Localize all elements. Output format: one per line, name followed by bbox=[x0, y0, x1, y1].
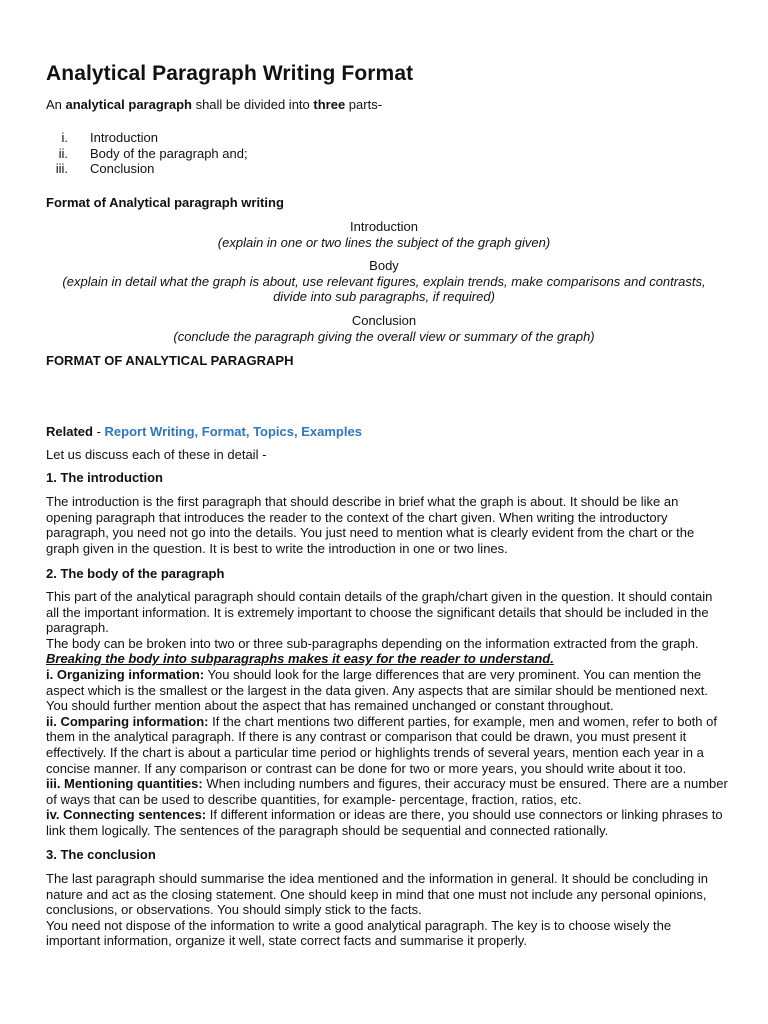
conclusion-paragraph-2: You need not dispose of the information to write a good analytical paragraph. The key is to choose wisely the important information, organize it well, state correct facts and summarise it properly. bbox=[46, 917, 672, 949]
sub-point-text: If the chart mentions two different parties, for example, men and women, refer to both of them in the analytical paragraph. If there is any contrast or comparison that could be drawn, you must present it effectively. If the chart is about a particular time period or highlights trends of several years, mention each year in a concise manner. If any comparison or contrast can be done for two or more years, you should write about it too. bbox=[46, 713, 717, 776]
format-block-desc: (explain in detail what the graph is about, use relevant figures, explain trends, make comparisons and contrasts, divide into sub paragraphs, if required) bbox=[62, 273, 706, 305]
format-heading: Format of Analytical paragraph writing bbox=[46, 195, 284, 210]
related-link[interactable]: Report Writing, Format, Topics, Examples bbox=[104, 424, 362, 439]
format-block-desc: (conclude the paragraph giving the overall view or summary of the graph) bbox=[173, 328, 595, 344]
list-item-label: Conclusion bbox=[90, 161, 155, 176]
intro-text-2: shall be divided into bbox=[191, 97, 314, 112]
list-item-number: iii. bbox=[55, 161, 68, 176]
related-label: Related bbox=[46, 424, 93, 439]
section-conclusion-content bbox=[46, 871, 728, 949]
format-block-title: Conclusion bbox=[351, 313, 417, 328]
format-block-conclusion bbox=[46, 313, 722, 344]
format-block-title: Body bbox=[369, 258, 399, 273]
list-item-label: Body of the paragraph and; bbox=[90, 145, 248, 161]
related-line bbox=[46, 424, 722, 440]
sub-point-label: iv. Connecting sentences: bbox=[46, 807, 207, 823]
format-block-desc: (explain in one or two lines the subject of the graph given) bbox=[217, 234, 551, 250]
sub-point-connecting bbox=[46, 807, 728, 838]
body-paragraph-2-emphasis: Breaking the body into subparagraphs makes it easy for the reader to understand. bbox=[46, 651, 554, 667]
intro-text-1: An bbox=[46, 97, 66, 112]
sub-point-label: i. Organizing information: bbox=[46, 666, 205, 682]
section-heading-body: 2. The body of the paragraph bbox=[46, 566, 225, 581]
sub-point-text: When including numbers and figures, their accuracy must be ensured. There are a number of ways that can be used to describe quantities, for example- percentage, fraction, ratios, etc. bbox=[46, 776, 728, 807]
sub-point-comparing bbox=[46, 714, 728, 776]
format-block-introduction bbox=[46, 219, 722, 250]
section-body-content bbox=[46, 589, 728, 839]
discuss-line: Let us discuss each of these in detail - bbox=[46, 447, 267, 462]
page-title: Analytical Paragraph Writing Format bbox=[46, 62, 414, 85]
list-item-number: i. bbox=[61, 130, 68, 145]
section-heading-conclusion: 3. The conclusion bbox=[46, 847, 156, 862]
section-heading-introduction: 1. The introduction bbox=[46, 470, 163, 485]
format-block-body bbox=[40, 258, 728, 305]
body-paragraph-2 bbox=[46, 636, 728, 667]
sub-point-text: If different information or ideas are there, you should use connectors or linking phrases to link them logically. The sentences of the paragraph should be sequential and connected rationally. bbox=[46, 807, 723, 838]
sub-point-label: iii. Mentioning quantities: bbox=[46, 776, 203, 792]
sub-point-organizing bbox=[46, 667, 728, 714]
body-paragraph-2-text: The body can be broken into two or three sub-paragraphs depending on the information extracted from the graph. bbox=[46, 635, 699, 651]
sub-point-text: You should look for the large differences that are very prominent. You can mention the aspect which is the smallest or the largest in the data given. Any aspects that are similar should be mentioned next. You should further mention about the aspect that has remained unchanged or constant throughout. bbox=[46, 666, 708, 714]
intro-bold-2: three bbox=[313, 97, 346, 112]
list-item-number: ii. bbox=[58, 145, 68, 161]
body-paragraph-1: This part of the analytical paragraph should contain details of the graph/chart given in the question. It should contain all the important information. It is extremely important to choose the significant details that should be included in the paragraph. bbox=[46, 589, 713, 636]
list-item-label: Introduction bbox=[90, 130, 158, 145]
intro-text-3: parts- bbox=[345, 97, 383, 112]
intro-bold-1: analytical paragraph bbox=[65, 97, 192, 112]
related-separator: - bbox=[92, 424, 105, 439]
format-block-title: Introduction bbox=[350, 219, 418, 234]
format-caps-heading: FORMAT OF ANALYTICAL PARAGRAPH bbox=[46, 353, 294, 368]
sub-point-label: ii. Comparing information: bbox=[46, 713, 209, 729]
section-text-introduction: The introduction is the first paragraph that should describe in brief what the graph is about. It should be like an opening paragraph that introduces the reader to the context of the chart given. When writing the introductory paragraph, you need not go into the details. You just need to mention what is clearly evident from the chart or the graph given in the question. It is best to write the introduction in one or two lines. bbox=[46, 494, 695, 556]
intro-line bbox=[46, 97, 722, 113]
conclusion-paragraph-1: The last paragraph should summarise the idea mentioned and the information in general. It should be concluding in nature and act as the closing statement. One should keep in mind that one must not include any personal opinions, conclusions, or observations. You should simply stick to the facts. bbox=[46, 871, 708, 918]
sub-point-quantities bbox=[46, 776, 728, 807]
